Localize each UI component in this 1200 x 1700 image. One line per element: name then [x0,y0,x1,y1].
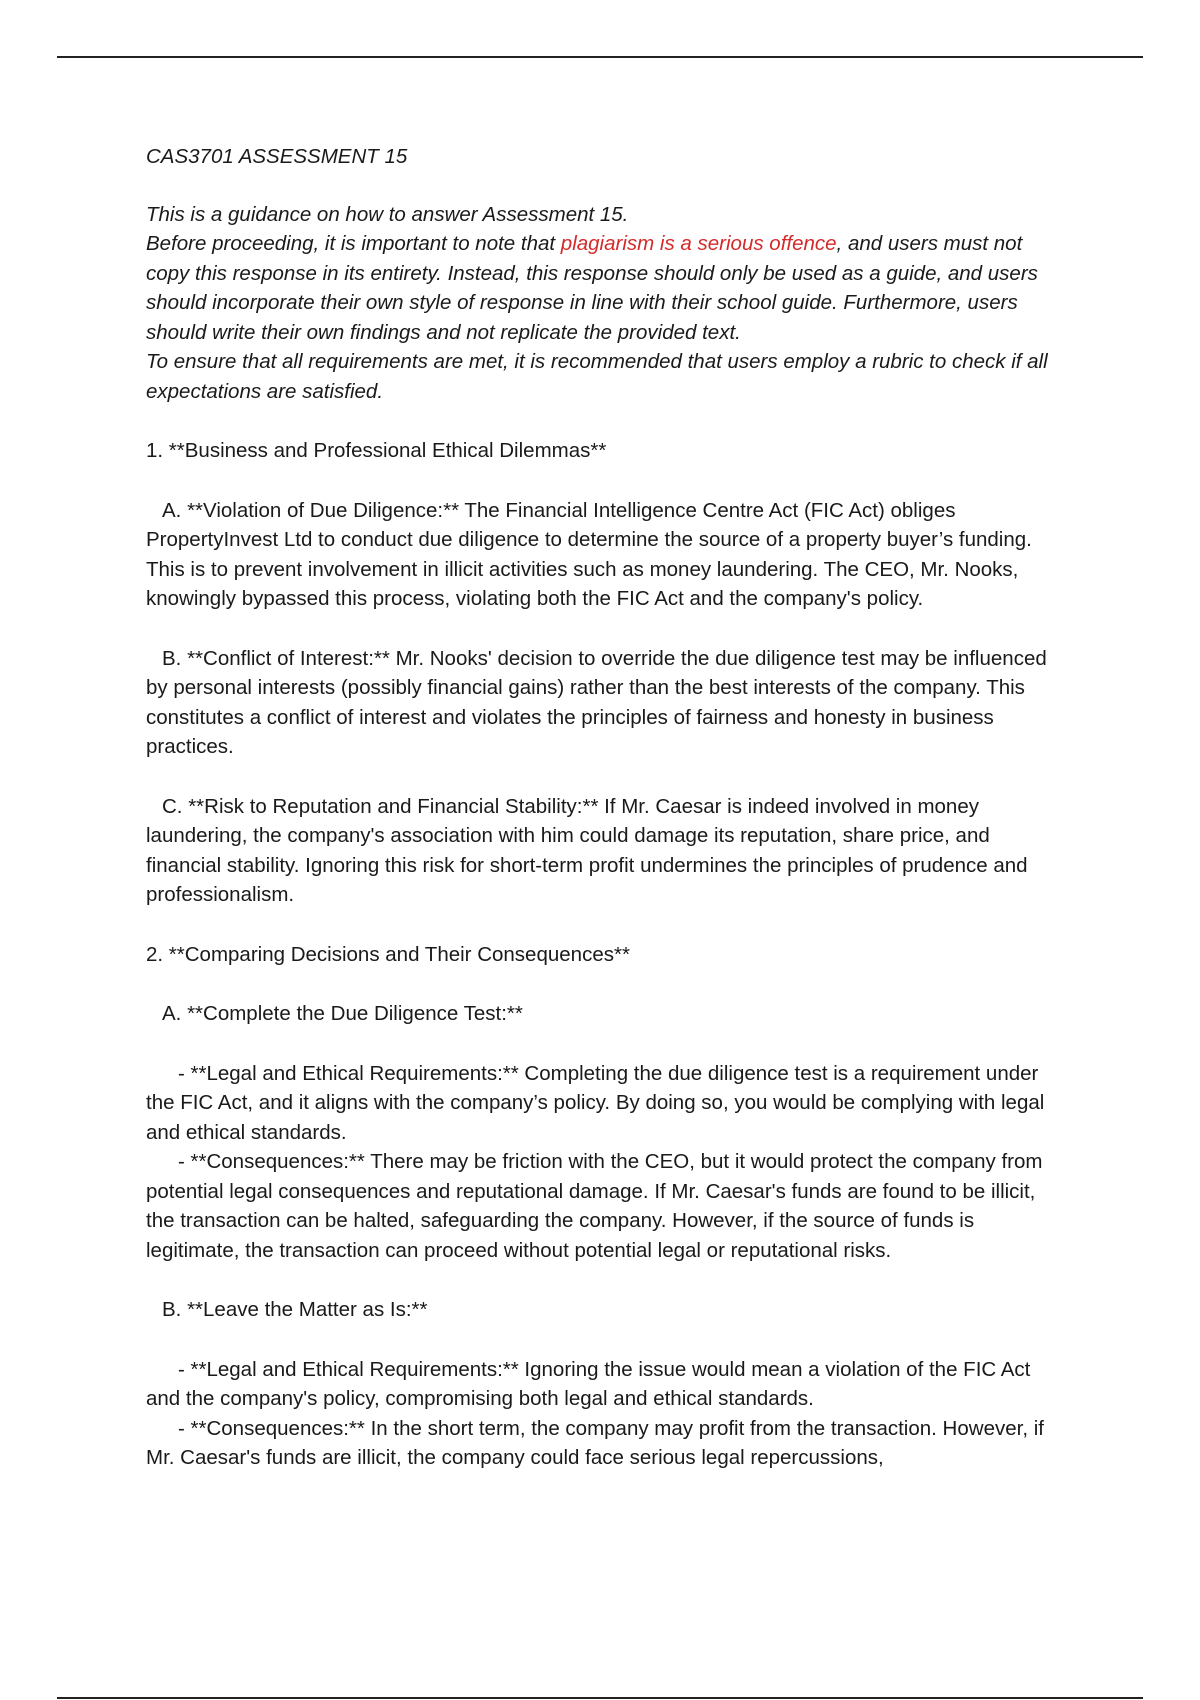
bottom-rule [57,1697,1143,1699]
section-1-item-c: C. **Risk to Reputation and Financial Stability:** If Mr. Caesar is indeed involved in money laundering, the company's association with him could damage its reputation, share price, and financial stability. Ignoring this risk for short-term profit undermines the principles of prudence and professionalism. [146,794,1028,906]
section-2-heading: 2. **Comparing Decisions and Their Consequences** [146,942,630,966]
top-rule [57,56,1143,58]
section-1-item-a: A. **Violation of Due Diligence:** The Financial Intelligence Centre Act (FIC Act) obliges PropertyInvest Ltd to conduct due diligence to determine the source of a property buyer’s funding. This is to prevent involvement in illicit activities such as money laundering. The CEO, Mr. Nooks, knowingly bypassed this process, violating both the FIC Act and the company's policy. [146,498,1032,610]
section-1-heading: 1. **Business and Professional Ethical Dilemmas** [146,439,607,462]
guidance-block [146,200,1066,407]
section-2-b-heading: B. **Leave the Matter as Is:** [162,1298,428,1321]
plagiarism-highlight: plagiarism is a serious offence [560,232,837,255]
guidance-plagiarism-note [146,229,1066,347]
guidance-rubric-note: To ensure that all requirements are met, it is recommended that users employ a rubric to check if all expectations are satisfied. [146,350,1048,403]
document-body [146,142,1066,1473]
section-2-b-consequences: - **Consequences:** In the short term, the company may profit from the transaction. However, if Mr. Caesar's funds are illicit, the company could face serious legal repercussions, [146,1416,1044,1469]
document-title: CAS3701 ASSESSMENT 15 [146,145,408,168]
section-1-item-b: B. **Conflict of Interest:** Mr. Nooks' decision to override the due diligence test may be influenced by personal interests (possibly financial gains) rather than the best interests of the company. This constitutes a conflict of interest and violates the principles of fairness and honesty in business practices. [146,646,1047,758]
section-2-a-heading: A. **Complete the Due Diligence Test:** [162,1002,523,1025]
section-2-b-legal: - **Legal and Ethical Requirements:** Ignoring the issue would mean a violation of the FIC Act and the company's policy, compromising both legal and ethical standards. [146,1357,1031,1410]
guidance-text-after: , and users must not copy this response in its entirety. Instead, this response should only be used as a guide, and users should incorporate their own style of response in line with their school guide. Furthermore, users should write their own findings and not replicate the provided text. [146,232,1038,344]
section-2-a-legal: - **Legal and Ethical Requirements:** Completing the due diligence test is a requirement under the FIC Act, and it aligns with the company’s policy. By doing so, you would be complying with legal and ethical standards. [146,1061,1045,1144]
guidance-intro: This is a guidance on how to answer Assessment 15. [146,202,629,226]
guidance-text-before: Before proceeding, it is important to note that [146,232,561,255]
section-2-a-consequences: - **Consequences:** There may be friction with the CEO, but it would protect the company from potential legal consequences and reputational damage. If Mr. Caesar's funds are found to be illicit, the transaction can be halted, safeguarding the company. However, if the source of funds is legitimate, the transaction can proceed without potential legal or reputational risks. [146,1150,1043,1262]
